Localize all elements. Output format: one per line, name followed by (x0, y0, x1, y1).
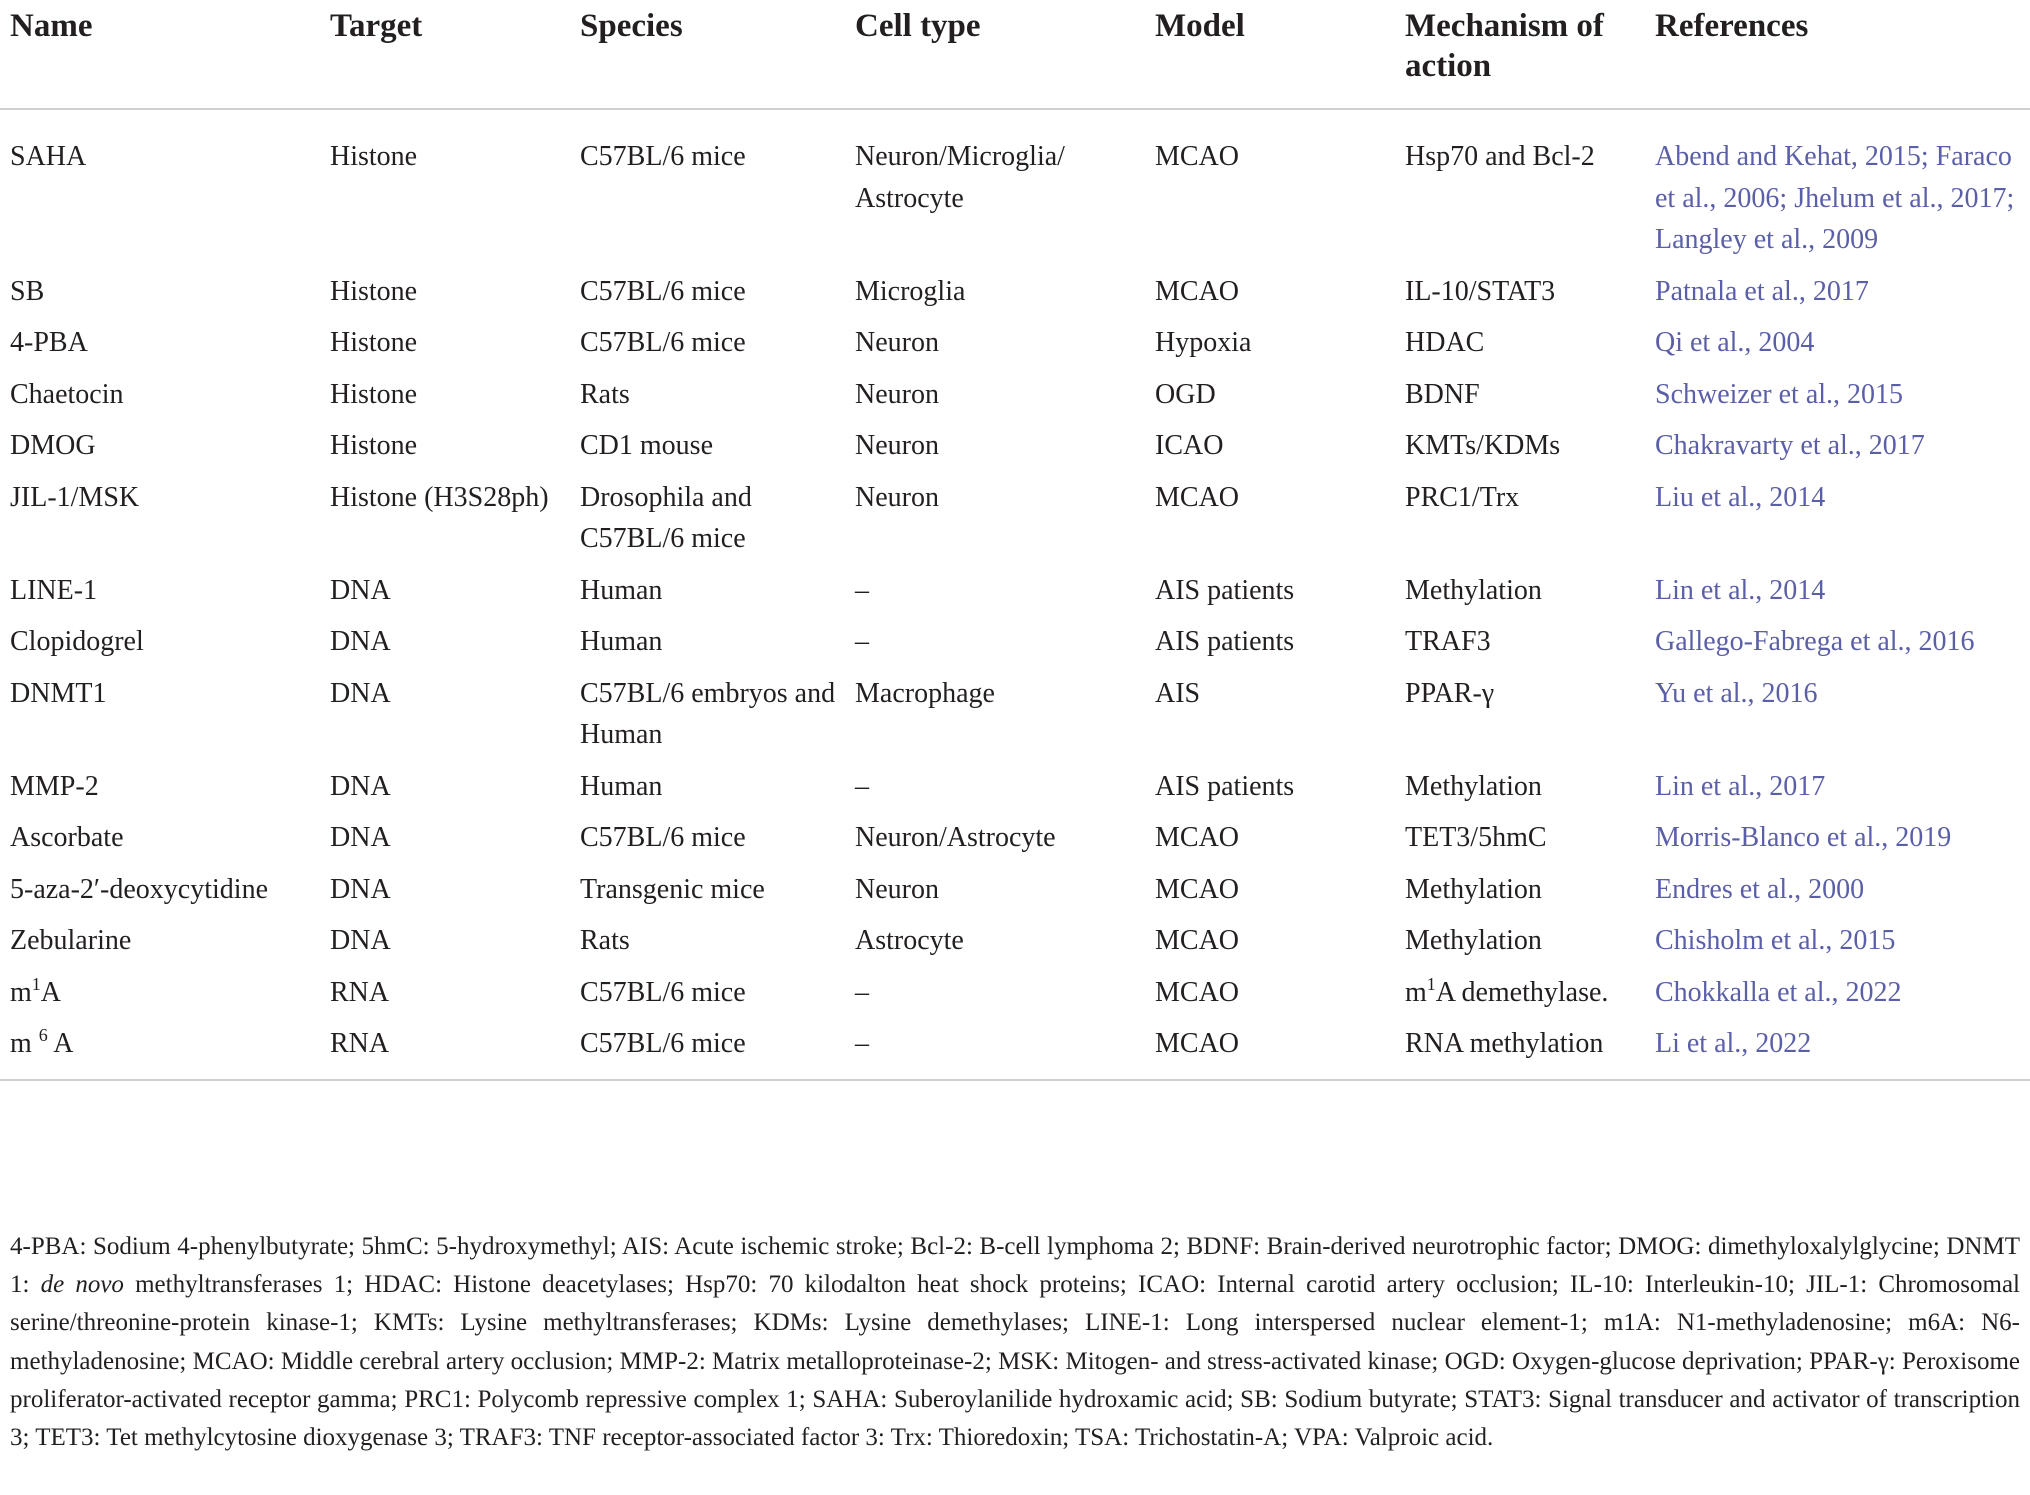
table-row (0, 920, 2030, 972)
cell-target: Histone (330, 327, 418, 358)
reference-link[interactable]: Schweizer et al., 2015 (1655, 378, 1904, 410)
cell-mechanism: IL-10/STAT3 (1405, 275, 1556, 307)
reference-link[interactable]: Chokkalla et al., 2022 (1655, 976, 1902, 1008)
cell-mechanism: Methylation (1405, 770, 1542, 802)
cell-name: DNMT1 (10, 677, 107, 709)
cell-model: ICAO (1155, 430, 1224, 461)
header-cell-type: Cell type (845, 0, 1145, 109)
cell-name: SB (10, 275, 45, 307)
cell-mechanism: PRC1/Trx (1405, 481, 1520, 513)
cell-references (1645, 766, 2030, 818)
cell-model: AIS (1155, 677, 1201, 709)
cell-species: Rats (580, 378, 630, 410)
cell-name: Ascorbate (10, 822, 124, 853)
reference-link[interactable]: Liu et al., 2014 (1655, 481, 1826, 513)
cell-mechanism: TRAF3 (1405, 626, 1491, 657)
table-row (0, 621, 2030, 673)
cell-mechanism: TET3/5hmC (1405, 822, 1547, 853)
cell-model: AIS patients (1155, 626, 1295, 657)
reference-link[interactable]: Langley et al., 2009 (1655, 224, 1879, 255)
cell-species: Human (580, 626, 663, 657)
cell-mechanism: BDNF (1405, 378, 1480, 410)
cell-target: DNA (330, 626, 391, 657)
cell-model: MCAO (1145, 1023, 1395, 1080)
cell-cell-type: Neuron (855, 481, 939, 513)
footnote-text-part2: methyltransferases 1; HDAC: Histone deacetylases; Hsp70: 70 kilodalton heat shock proteins; ICAO: Internal carotid artery occlusion; IL-10: Interleukin-10; JIL-1: Chromosomal serine/threonine-protein kinase-1; KMTs: Lysine methyltransferases; KDMs: Lysine demethylases; LINE-1: Long interspersed nuclear element-1; m1A: N1-methyladenosine; m6A: N6-methyladenosine; MCAO: Middle cerebral artery occlusion; MMP-2: Matrix metalloproteinase-2; MSK: Mitogen- and stress-activated kinase; OGD: Oxygen-glucose deprivation; PPAR-γ: Peroxisome proliferator-activated receptor gamma; PRC1: Polycomb repressive complex 1; SAHA: Suberoylanilide hydroxamic acid; SB: Sodium butyrate; STAT3: Signal transducer and activator of transcription 3; TET3: Tet methylcytosine dioxygenase 3; TRAF3: TNF receptor-associated factor 3: Trx: Thioredoxin; TSA: Trichostatin-A; VPA: Valproic acid. (10, 1271, 2020, 1452)
reference-link[interactable]: Lin et al., 2014 (1655, 574, 1826, 606)
cell-target: DNA (330, 770, 391, 802)
footnote-italic-text: de novo (40, 1271, 124, 1299)
table-row (0, 673, 2030, 766)
text-pre: m (1405, 976, 1427, 1008)
cell-name (0, 972, 320, 1024)
cell-name: LINE-1 (10, 574, 98, 606)
cell-cell-type: Neuron/Astrocyte (855, 822, 1056, 853)
cell-cell-type: Neuron/Microglia/ Astrocyte (855, 141, 1065, 214)
cell-species: C57BL/6 embryos and Human (580, 677, 836, 750)
cell-target: RNA (330, 976, 390, 1008)
cell-references (1645, 920, 2030, 972)
cell-target: Histone (H3S28ph) (330, 481, 549, 513)
cell-references (1645, 621, 2030, 673)
cell-references (1645, 869, 2030, 921)
cell-cell-type: Astrocyte (855, 925, 964, 956)
cell-cell-type: – (855, 626, 869, 657)
cell-species: Rats (580, 925, 630, 956)
cell-target: Histone (330, 141, 418, 172)
cell-cell-type: Neuron (855, 430, 939, 461)
table-row (0, 766, 2030, 818)
header-row (0, 0, 2030, 109)
cell-references (1645, 570, 2030, 622)
cell-species: C57BL/6 mice (580, 976, 746, 1008)
table-row (0, 570, 2030, 622)
cell-species: C57BL/6 mice (580, 275, 746, 307)
reference-link[interactable]: Lin et al., 2017 (1655, 770, 1826, 802)
cell-target: Histone (330, 378, 418, 410)
cell-model: AIS patients (1155, 770, 1295, 802)
cell-model: MCAO (1155, 925, 1240, 956)
cell-target: Histone (330, 430, 418, 461)
reference-link[interactable]: Qi et al., 2004 (1655, 327, 1815, 358)
cell-species: Drosophila and C57BL/6 mice (580, 481, 752, 554)
cell-references (1645, 972, 2030, 1024)
table-body (0, 109, 2030, 1080)
superscript: 1 (1426, 973, 1436, 994)
cell-name: MMP-2 (10, 770, 99, 802)
reference-link[interactable]: Abend and Kehat, 2015; (1655, 141, 1936, 172)
cell-name (0, 1023, 320, 1080)
reference-link[interactable]: Chisholm et al., 2015 (1655, 925, 1896, 956)
cell-mechanism: Methylation (1405, 873, 1542, 905)
cell-model: Hypoxia (1155, 327, 1252, 358)
header-target: Target (320, 0, 570, 109)
cell-target: DNA (330, 822, 391, 853)
cell-mechanism (1395, 972, 1645, 1024)
cell-species: C57BL/6 mice (580, 141, 746, 172)
cell-mechanism: Methylation (1405, 925, 1542, 956)
cell-mechanism: Methylation (1405, 574, 1542, 606)
header-references: References (1645, 0, 2030, 109)
cell-cell-type: – (845, 1023, 1145, 1080)
header-model: Model (1145, 0, 1395, 109)
reference-link[interactable]: Jhelum et al., 2017; (1794, 182, 2015, 214)
cell-name: DMOG (10, 430, 96, 461)
cell-species: Human (580, 574, 663, 606)
cell-references (1645, 425, 2030, 477)
cell-cell-type: – (855, 976, 869, 1008)
cell-target: DNA (330, 925, 391, 956)
cell-model: AIS patients (1155, 574, 1295, 606)
table-row (0, 869, 2030, 921)
cell-references (1645, 271, 2030, 323)
table-row (0, 425, 2030, 477)
cell-species: C57BL/6 mice (580, 327, 746, 358)
header-name: Name (0, 0, 320, 109)
cell-mechanism: PPAR-γ (1405, 677, 1495, 709)
reference-link[interactable]: Faraco et al., 2006; (1655, 141, 2012, 214)
cell-name: Clopidogrel (10, 626, 144, 657)
table-row (0, 972, 2030, 1024)
superscript: 1 (31, 973, 41, 994)
cell-cell-type: Macrophage (855, 677, 995, 709)
cell-model: MCAO (1155, 275, 1240, 307)
cell-model: MCAO (1155, 481, 1240, 513)
cell-name: 5-aza-2′-deoxycytidine (10, 873, 269, 905)
cell-mechanism: HDAC (1405, 327, 1485, 358)
text-pre: m (10, 1028, 39, 1059)
cell-references (1645, 109, 2030, 271)
abbreviations-footnote (10, 1228, 2020, 1457)
cell-cell-type: Neuron (855, 378, 939, 410)
cell-references (1645, 477, 2030, 570)
cell-target: DNA (330, 574, 391, 606)
cell-references (1645, 374, 2030, 426)
cell-model: MCAO (1155, 873, 1240, 905)
reference-link[interactable]: Yu et al., 2016 (1655, 677, 1818, 709)
cell-species: Human (580, 770, 663, 802)
reference-link[interactable]: Patnala et al., 2017 (1655, 275, 1869, 307)
cell-name: JIL-1/MSK (10, 481, 140, 513)
text-pre: m (10, 976, 32, 1008)
cell-model: MCAO (1155, 822, 1240, 853)
cell-name: 4-PBA (10, 327, 88, 358)
superscript: 6 (38, 1025, 48, 1045)
cell-cell-type: Microglia (855, 275, 966, 307)
cell-cell-type: – (855, 574, 869, 606)
cell-model: MCAO (1155, 141, 1240, 172)
reference-link[interactable]: Chakravarty et al., 2017 (1655, 430, 1925, 461)
header-species: Species (570, 0, 845, 109)
text-post: A (40, 976, 62, 1008)
cell-cell-type: – (855, 770, 869, 802)
table-row (0, 477, 2030, 570)
cell-references (1645, 1023, 2030, 1080)
cell-target: Histone (330, 275, 418, 307)
cell-target: DNA (330, 677, 391, 709)
cell-species: Transgenic mice (580, 873, 765, 905)
reference-link[interactable]: Morris-Blanco et al., 2019 (1655, 822, 1952, 853)
reference-link[interactable]: Endres et al., 2000 (1655, 873, 1865, 905)
cell-mechanism: KMTs/KDMs (1405, 430, 1561, 461)
header-mechanism: Mechanism of action (1395, 0, 1645, 109)
table-row (0, 374, 2030, 426)
cell-references (1645, 817, 2030, 869)
table-row (0, 322, 2030, 374)
cell-target: RNA (320, 1023, 570, 1080)
cell-species: C57BL/6 mice (570, 1023, 845, 1080)
footnote-text-part1: 4-PBA: Sodium 4-phenylbutyrate; 5hmC: 5-hydroxymethyl; AIS: Acute ischemic stroke; Bcl-2: B-cell lymphoma 2; BDNF: Brain-derived neurotrophic factor; DMOG: dimethyloxalylglycine; DNMT 1: (10, 1233, 2020, 1299)
cell-target: DNA (330, 873, 391, 905)
text-post: A (47, 1028, 74, 1059)
cell-model: MCAO (1155, 976, 1240, 1008)
cell-cell-type: Neuron (855, 873, 939, 905)
reference-link[interactable]: Gallego-Fabrega et al., 2016 (1655, 626, 1975, 657)
text-post: A demethylase. (1435, 976, 1609, 1008)
cell-species: C57BL/6 mice (580, 822, 746, 853)
cell-cell-type: Neuron (855, 327, 939, 358)
cell-model: OGD (1155, 378, 1216, 410)
cell-name: SAHA (10, 141, 87, 172)
cell-mechanism: RNA methylation (1395, 1023, 1645, 1080)
cell-name: Zebularine (10, 925, 132, 956)
cell-name: Chaetocin (10, 378, 124, 410)
table-row (0, 1023, 2030, 1080)
table-row (0, 817, 2030, 869)
reference-link[interactable]: Li et al., 2022 (1655, 1028, 1812, 1059)
table-row (0, 109, 2030, 271)
cell-mechanism: Hsp70 and Bcl-2 (1405, 141, 1595, 172)
cell-references (1645, 673, 2030, 766)
table-row (0, 271, 2030, 323)
cell-references (1645, 322, 2030, 374)
cell-species: CD1 mouse (580, 430, 713, 461)
table-header (0, 0, 2030, 109)
